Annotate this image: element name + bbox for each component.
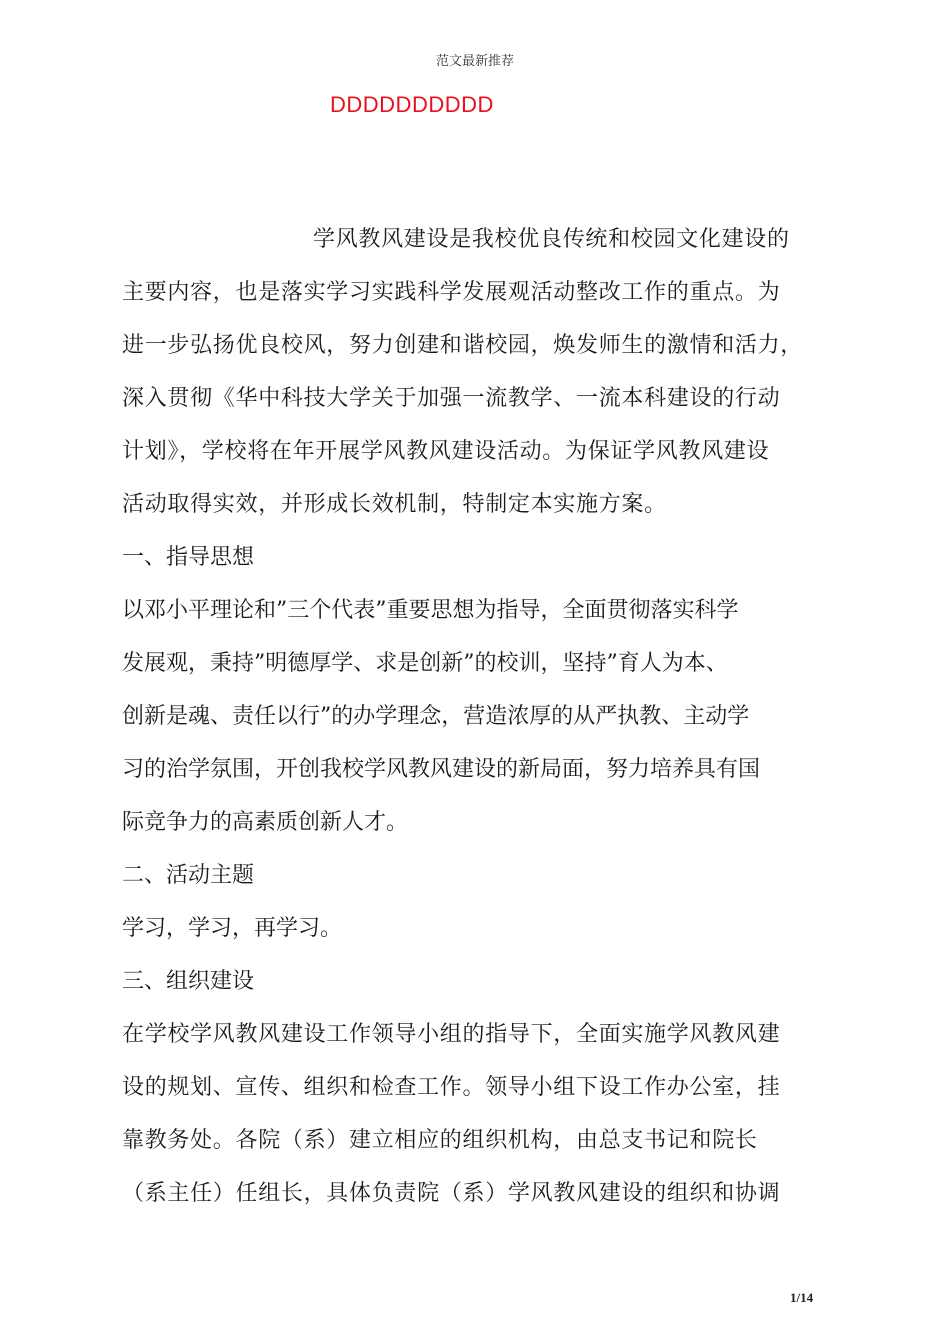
- section-heading: 一、指导思想: [122, 545, 255, 570]
- page-header: 范文最新推荐: [435, 54, 514, 69]
- document-title: DDDDDDDDDD: [330, 92, 494, 117]
- paragraph-line: 靠教务处。各院（系）建立相应的组织机构，由总支书记和院长: [122, 1128, 758, 1153]
- section-heading: 二、活动主题: [122, 863, 255, 888]
- paragraph-line: 设的规划、宣传、组织和检查工作。领导小组下设工作办公室，挂: [122, 1075, 781, 1100]
- paragraph-line: 学习，学习，再学习。: [122, 916, 343, 941]
- paragraph-line: （系主任）任组长，具体负责院（系）学风教风建设的组织和协调: [122, 1181, 781, 1206]
- paragraph-line: 在学校学风教风建设工作领导小组的指导下，全面实施学风教风建: [122, 1022, 781, 1047]
- paragraph-line: 创新是魂、责任以行”的办学理念，营造浓厚的从严执教、主动学: [122, 704, 750, 729]
- paragraph-line: 进一步弘扬优良校风，努力创建和谐校园，焕发师生的激情和活力，: [122, 333, 804, 358]
- section-heading: 三、组织建设: [122, 969, 255, 994]
- paragraph-line: 以邓小平理论和”三个代表”重要思想为指导，全面贯彻落实科学: [122, 598, 739, 623]
- paragraph-line: 学风教风建设是我校优良传统和校园文化建设的: [313, 227, 790, 252]
- paragraph-line: 活动取得实效，并形成长效机制，特制定本实施方案。: [122, 492, 667, 517]
- paragraph-line: 计划》，学校将在年开展学风教风建设活动。为保证学风教风建设: [122, 439, 770, 464]
- page-number: 1/14: [790, 1290, 814, 1305]
- paragraph-line: 发展观，秉持”明德厚学、求是创新”的校训，坚持”育人为本、: [122, 651, 728, 676]
- paragraph-line: 际竞争力的高素质创新人才。: [122, 810, 409, 835]
- paragraph-line: 深入贯彻《华中科技大学关于加强一流教学、一流本科建设的行动: [122, 386, 781, 411]
- paragraph-line: 主要内容，也是落实学习实践科学发展观活动整改工作的重点。为: [122, 280, 781, 305]
- paragraph-line: 习的治学氛围，开创我校学风教风建设的新局面，努力培养具有国: [122, 757, 761, 782]
